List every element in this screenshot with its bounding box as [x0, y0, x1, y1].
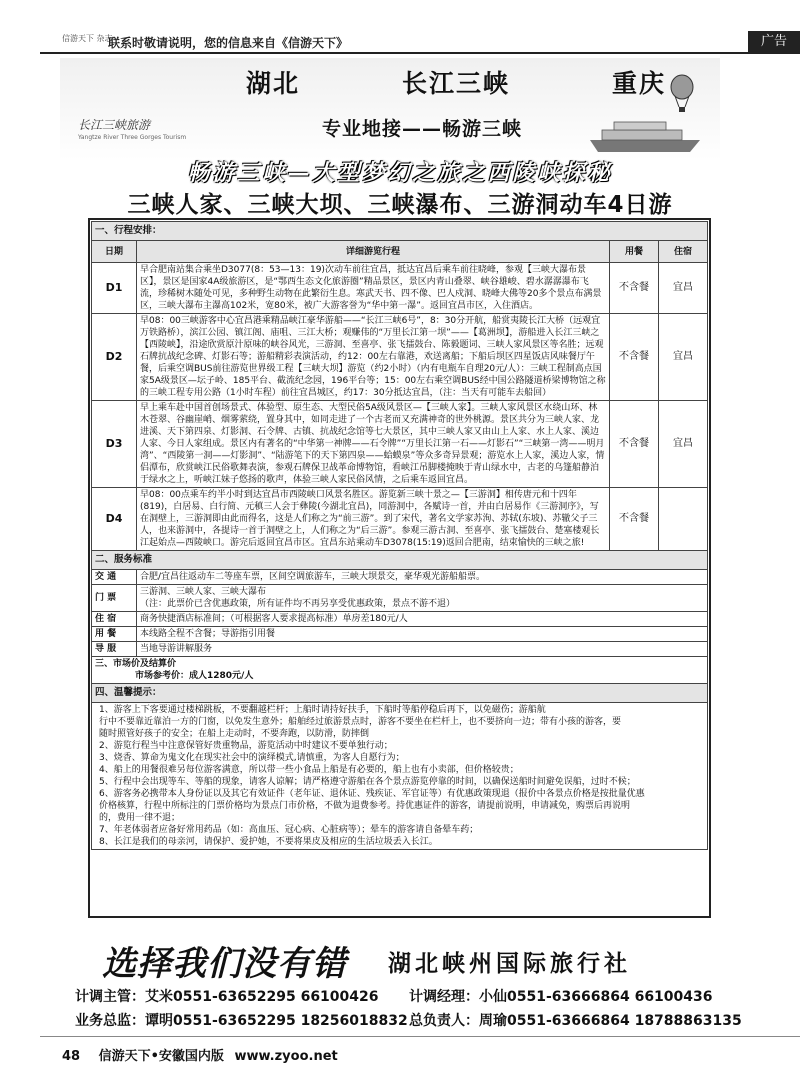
table-row — [92, 314, 708, 401]
contact-role: 计调主管： — [75, 989, 145, 1005]
magazine-logo: 信游天下 杂志 — [62, 34, 113, 43]
table-row — [92, 263, 708, 314]
day-detail: 早合肥南站集合乘坐D3077(8：53—13：19)次动车前往宜昌，抵达宜昌后乘车前往晓峰，参观【三峡大瀑布景区】，景区是国家4A级旅游区，是“鄂西生态文化旅游圈”精品景区，景区内青山叠翠、峡谷雄峻、碧水潺潺瀑布飞流，珍稀树木随处可见，多种野生动物在此繁衍生息。寒武天书、四不像、巴人戍洞、晓峰大佛等20多个景点布满景区，三峡大瀑布主瀑高102米，宽80米，被广大游客誉为“华中第一瀑”。返回宜昌市区，入住酒店。 — [137, 263, 610, 314]
header-slogan: 联系时敬请说明，您的信息来自《信游天下》 — [108, 36, 349, 50]
service-note: （注：此票价已含优惠政策，所有证件均不再另享受优惠政策，景点不游不退） — [140, 599, 456, 609]
page-header — [0, 0, 800, 55]
service-row — [92, 627, 708, 642]
list-item: 随时照管好孩子的安全；在船上走动时，不要奔跑，以防滑，防摔倒 — [99, 729, 370, 739]
service-text: 本线路全程不含餐；导游指引用餐 — [137, 627, 708, 642]
day-stay: 宜昌 — [659, 314, 708, 401]
cruise-ship-icon — [590, 118, 700, 154]
price-value: 市场参考价：成人1280元/人 — [135, 671, 254, 681]
banner — [60, 58, 720, 160]
service-label: 用 餐 — [92, 627, 137, 642]
itinerary-table — [91, 221, 708, 850]
page-title: 三峡人家、三峡大坝、三峡瀑布、三游洞动车4日游 — [127, 192, 673, 218]
service-label: 交 通 — [92, 570, 137, 585]
magazine-url: www.zyoo.net — [234, 1049, 338, 1064]
contact-phones: 0551-63666864 18788863135 — [507, 1013, 742, 1029]
day-meal: 不含餐 — [610, 314, 659, 401]
service-label: 导 服 — [92, 642, 137, 657]
banner-regions — [246, 64, 666, 100]
page-footer — [62, 1045, 338, 1064]
service-row — [92, 570, 708, 585]
notes-section-title: 四、温馨提示： — [92, 684, 708, 703]
day-meal: 不含餐 — [610, 401, 659, 488]
list-item: 1、游客上下客要通过楼梯跳板，不要翻越栏杆；上船时请持好扶手，下船时等船停稳后再下，以免磁伤；游船航 — [99, 705, 546, 715]
day-label: D4 — [92, 488, 137, 551]
company-mark: 长江三峡旅游 — [78, 118, 151, 132]
contact-item — [75, 986, 379, 1006]
service-text-line: 三游洞、三峡人家、三峡大瀑布 — [140, 587, 267, 597]
list-item: 2、游览行程当中注意保管好贵重物品，游览活动中时建议不要单独行动； — [99, 741, 393, 751]
subtitle: 畅游三峡—大型梦幻之旅之西陵峡探秘 — [187, 160, 613, 186]
contact-name: 周瑜 — [479, 1013, 507, 1029]
region-three-gorges: 长江三峡 — [401, 69, 510, 98]
list-item: 8、长江是我们的母亲河，请保护、爱护她，不要将果皮及相应的生活垃圾丢入长江。 — [99, 837, 438, 847]
contact-name: 小仙 — [479, 989, 507, 1005]
banner-tagline: 专业地接——畅游三峡 — [322, 118, 523, 140]
list-item: 5、行程中会出现等车、等船的现象，请客人谅解；请严格遵守游船在各个景点游览停靠的时间，以确保送船时间避免误船，过时不候； — [99, 777, 636, 787]
contact-role: 总负责人： — [409, 1013, 479, 1029]
contact-phones: 0551-63652295 66100426 — [173, 989, 379, 1005]
contact-phones: 0551-63652295 18256018832 — [173, 1013, 408, 1029]
day-detail: 早08：00点乘车约半小时到达宜昌市西陵峡口风景名胜区。游览新三峡十景之—【三游洞】相传唐元和十四年(819)，白居易、白行简、元稹三人会于彝陵(今湖北宜昌)，同游洞中，各赋诗一首，并由白居易作《三游洞序》，写在洞壁上，三游洞即由此而得名，这是人们称之为“前三游”。到了宋代，著名文学家苏洵、苏轼(东坡)、苏辙父子三人，也来游洞中，各提诗一首于洞壁之上，人们称之为“后三游”。参观三游古洞、至喜亭、张飞擂鼓台、楚塞楼观长江起始点—西陵峡口。游完后返回宜昌市区。宜昌东站乘动车D3078(15:19)返回合肥南，结束愉快的三峡之旅! — [137, 488, 610, 551]
itinerary-section-title: 一、行程安排： — [92, 222, 708, 241]
list-item: 价格核算，行程中所标注的门票价格均为景点门市价格，不做为退费参考。持优惠证件的游客，请提前说明，申请减免，购票后再说明 — [99, 801, 631, 811]
day-label: D1 — [92, 263, 137, 314]
day-detail: 早08：00三峡游客中心宜昌港乘精品峡江豪华游船——“长江三峡6号”，8：30分开航，船赏夷陵长江大桥（远观宜万铁路桥），滨江公园、镇江阁、庙咀、三江大桥；观赚伟的“万里长江第一坝”——【葛洲坝】，游船进入长江三峡之【西陵峡】，沿途欣赏原汁原味的峡谷风光，三游洞、至喜亭、张飞擂鼓台、陈毅题词、三峡人家风景区等名胜；远观石牌抗战纪念碑、灯影石等；游船精彩表演活动，约12：00左右靠港，欢送离船；下船后坝区四星饭店风味餐厅午餐，后乘空调BUS前往游览世界级工程【三峡大坝】游览（约2小时）（内有电瓶车自理20元/人）：三峡工程制高点国家5A级景区—坛子岭、185平台、截流纪念园，196平台等；15：00左右乘空调BUS经中国公路隧道桥梁博物馆之称的三峡工程专用公路（1小时车程）前往宜昌城区，约17：30分抵达宜昌，（注：当天有可能车去船回） — [137, 314, 610, 401]
price-section-title: 三、市场价及结算价 — [95, 659, 177, 669]
header-divider — [40, 52, 800, 54]
table-row — [92, 488, 708, 551]
region-hubei: 湖北 — [246, 69, 301, 98]
list-item: 4、船上的用餐很难另每位游客满意，所以带一些小食品上船是有必要的，船上也有小卖部，但价格较贵； — [99, 765, 519, 775]
day-label: D2 — [92, 314, 137, 401]
contact-name: 艾米 — [145, 989, 173, 1005]
col-detail: 详细游览行程 — [137, 241, 610, 263]
service-text: 合肥/宜昌往返动车二等座车票，区间空调旅游车，三峡大坝景交，豪华观光游船船票。 — [137, 570, 708, 585]
contact-item — [409, 1010, 742, 1030]
page-number: 48 — [62, 1049, 81, 1064]
col-meal: 用餐 — [610, 241, 659, 263]
service-text: 商务快捷酒店标准间；（可根据客人要求提高标准）单房差180元/人 — [137, 612, 708, 627]
notes-list — [92, 703, 708, 850]
list-item: 的，费用一律不退； — [99, 813, 181, 823]
service-label: 门 票 — [92, 585, 137, 612]
day-stay — [659, 488, 708, 551]
col-stay: 住宿 — [659, 241, 708, 263]
service-row — [92, 612, 708, 627]
service-row — [92, 585, 708, 612]
footer-divider — [40, 1036, 800, 1037]
service-text: 当地导游讲解服务 — [137, 642, 708, 657]
contact-phones: 0551-63666864 66100436 — [507, 989, 713, 1005]
contact-name: 谭明 — [145, 1013, 173, 1029]
service-label: 住 宿 — [92, 612, 137, 627]
day-label: D3 — [92, 401, 137, 488]
contact-role: 计调经理： — [409, 989, 479, 1005]
contact-item — [75, 1010, 408, 1030]
ad-tag: 广告 — [748, 31, 800, 53]
day-detail: 早上乘车赴中国首创场景式、体验型、原生态、大型民俗5A级风景区—【三峡人家】。三峡人家风景区水绕山环、林木苍翠、谷幽崖峭、烟雾萦绕，置身其中，如同走进了一个古老而又充满神奇的世外桃源。景区共分为三峡人家、龙进溪、天下第四泉、灯影洞、石令牌、古镇、抗战纪念馆等七大景区，其中三峡人家又由山上人家、水上人家、溪边人家、今日人家组成。景区内有著名的“中华第一神牌——石令牌”“万里长江第一石——灯影石”“三峡第一湾——明月湾”、“西陵第一洞——灯影洞”、“陆游笔下的天下第四泉——蛤蟆泉”等众多奇异景观；游览水上人家，溪边人家，情侣潭布，欣赏峡江民俗歌舞表演，参观石牌保卫战革命博物馆，看峡江吊脚楼掩映于青山绿水中，古老的乌篷船静泊于绿水之上，听峡江妹子悠扬的歌声，体验三峡人家民俗风情，之后乘车返回宜昌。 — [137, 401, 610, 488]
footer-slogan: 选择我们没有错 — [102, 944, 347, 984]
price-block — [92, 657, 708, 684]
list-item: 行中不要靠近靠泊一方的门窗，以免发生意外；船舶经过旅游景点时，游客不要坐在栏杆上，也不要挤向一边；带有小孩的游客，要 — [99, 717, 622, 727]
region-chongqing: 重庆 — [611, 69, 666, 98]
list-item: 7、年老体弱者应备好常用药品（如：高血压、冠心病、心脏病等）；晕车的游客请自备晕车药； — [99, 825, 479, 835]
day-meal: 不含餐 — [610, 488, 659, 551]
list-item: 3、烧香、算命为鬼文化在现实社会中的演绎模式,请慎重，为客人自愿行为； — [99, 753, 405, 763]
list-item: 6、游客务必携带本人身份证以及其它有效证件（老年证、退休证、残疾证、军官证等）有优惠政策现退（报价中各景点价格是按批量优惠 — [99, 789, 645, 799]
company-english-name: Yangtze River Three Gorges Tourism — [78, 134, 187, 141]
service-text — [137, 585, 708, 612]
agency-name: 湖北峡州国际旅行社 — [388, 951, 631, 977]
contact-item — [409, 986, 713, 1006]
col-day: 日期 — [92, 241, 137, 263]
table-row — [92, 401, 708, 488]
day-meal: 不含餐 — [610, 263, 659, 314]
service-row — [92, 642, 708, 657]
day-stay: 宜昌 — [659, 263, 708, 314]
services-section-title: 二、服务标准 — [92, 551, 708, 570]
balloon-icon — [670, 74, 694, 114]
day-stay: 宜昌 — [659, 401, 708, 488]
contact-role: 业务总监： — [75, 1013, 145, 1029]
magazine-name: 信游天下•安徽国内版 — [98, 1049, 224, 1064]
